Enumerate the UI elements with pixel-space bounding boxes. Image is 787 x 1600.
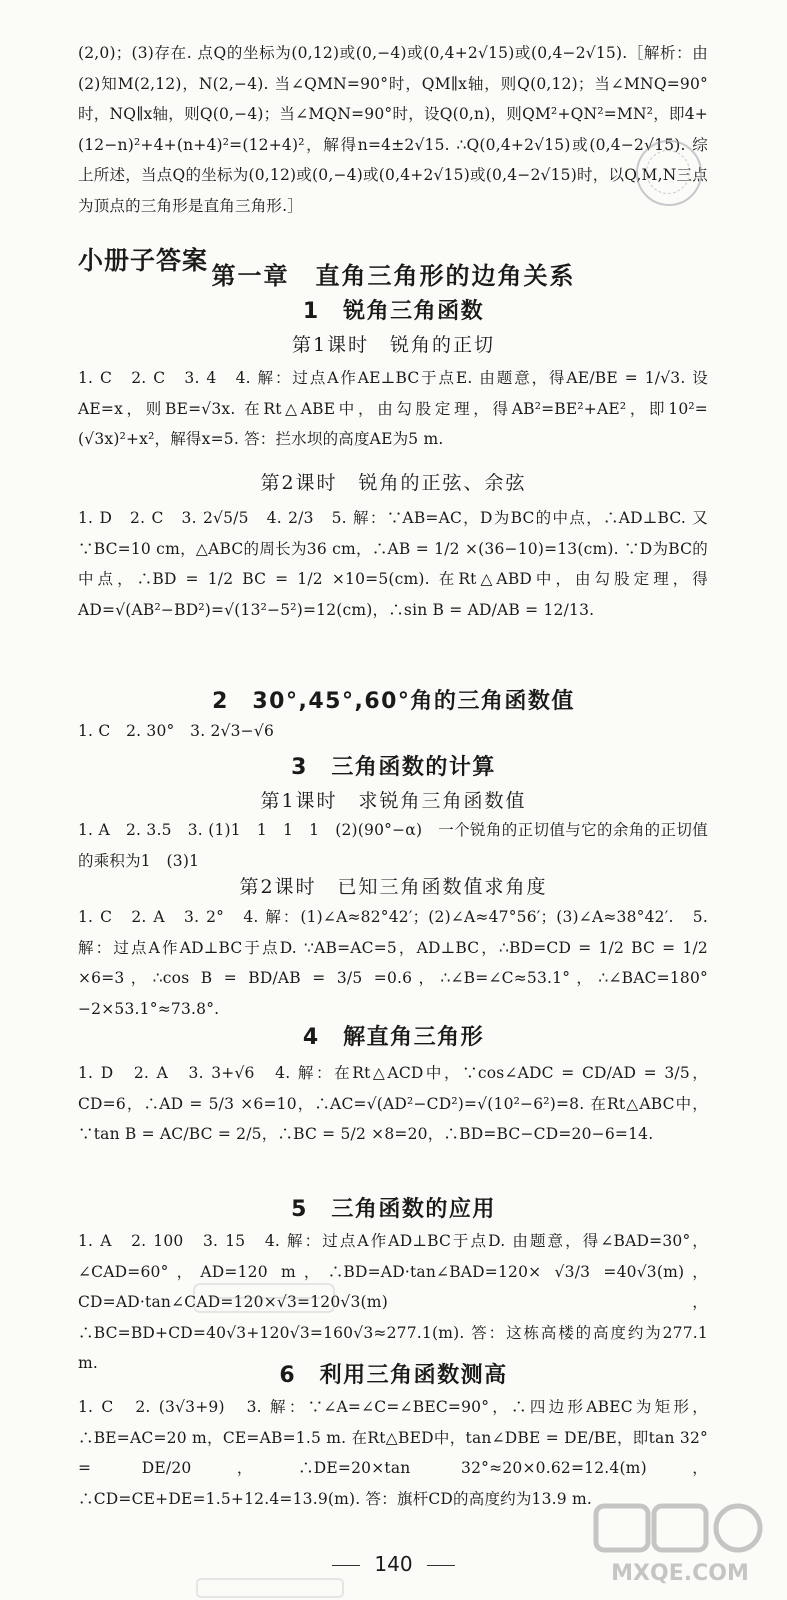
watermark-logo bbox=[590, 1500, 770, 1590]
lesson-title: 第1课时 锐角的正切 bbox=[291, 334, 496, 356]
answer-paragraph: 1. D 2. C 3. 2√5/5 4. 2/3 5. 解：∵AB=AC，D为BC的中点，∴AD⊥BC. 又∵BC=10 cm，△ABC的周长为36 cm，∴AB = 1/2 ×(36−10)=13(cm). ∵D为BC的中点，∴BD = 1/2 BC = 1/2 ×10=5(cm). 在Rt△ABD中，由勾股定理，得AD=√(AB²−BD²)=√(13²−5²)=12(cm)，∴sin B = AD/AB = 12/13. bbox=[78, 509, 708, 619]
lesson-title: 第2课时 已知三角函数值求角度 bbox=[239, 876, 548, 898]
section-title: 5 三角函数的应用 bbox=[291, 1197, 496, 1222]
section-title: 3 三角函数的计算 bbox=[291, 755, 496, 780]
answer-paragraph: 1. C 2. 30° 3. 2√3−√6 bbox=[78, 722, 275, 740]
answer-paragraph: 1. C 2. C 3. 4 4. 解：过点A作AE⊥BC于点E. 由题意，得AE/BE = 1/√3. 设AE=x，则BE=√3x. 在Rt△ABE中，由勾股定理，得AB²=BE²+AE²，即10²=(√3x)²+x²，解得x=5. 答：拦水坝的高度AE为5 m. bbox=[78, 369, 708, 448]
answer-paragraph: 1. A 2. 3.5 3. (1)1 1 1 1 (2)(90°−α) 一个锐角的正切值与它的余角的正切值的乘积为1 (3)1 bbox=[78, 821, 708, 870]
section-title: 6 利用三角函数测高 bbox=[279, 1363, 508, 1388]
answer-paragraph: 1. A 2. 100 3. 15 4. 解：过点A作AD⊥BC于点D. 由题意，得∠BAD=30°，∠CAD=60°，AD=120 m，∴BD=AD·tan∠BAD=120× √3/3 =40√3(m)，CD=AD·tan∠CAD=120×√3=120√3(m)，∴BC=BD+CD=40√3+120√3=160√3≈277.1(m). 答：这栋高楼的高度约为277.1 m. bbox=[78, 1232, 708, 1372]
answer-paragraph: 1. D 2. A 3. 3+√6 4. 解：在Rt△ACD中，∵cos∠ADC = CD/AD = 3/5，CD=6，∴AD = 5/3 ×6=10，∴AC=√(AD²−CD²)=√(10²−6²)=8. 在Rt△ABC中，∵tan B = AC/BC = 2/5，∴BC = 5/2 ×8=20，∴BD=BC−CD=20−6=14. bbox=[78, 1064, 708, 1143]
svg-text:MXQE.COM: MXQE.COM bbox=[611, 1561, 749, 1586]
page-number-text: 140 bbox=[374, 1552, 413, 1576]
section-title: 4 解直角三角形 bbox=[302, 1025, 485, 1050]
answer-paragraph: 1. C 2. A 3. 2° 4. 解：(1)∠A≈82°42′；(2)∠A≈47°56′；(3)∠A≈38°42′. 5. 解：过点A作AD⊥BC于点D. ∵AB=AC=5，AD⊥BC，∴BD=CD = 1/2 BC = 1/2 ×6=3，∴cos B = BD/AB = 3/5 =0.6，∴∠B=∠C≈53.1°，∴∠BAC=180°−2×53.1°≈73.8°. bbox=[78, 908, 708, 1018]
watermark-faint bbox=[190, 1278, 340, 1318]
booklet-heading: 小册子答案 bbox=[78, 246, 209, 275]
lesson-title: 第1课时 求锐角三角函数值 bbox=[260, 790, 527, 812]
answer-paragraph: 1. C 2. (3√3+9) 3. 解：∵∠A=∠C=∠BEC=90°，∴四边形ABEC为矩形，∴BE=AC=20 m，CE=AB=1.5 m. 在Rt△BED中，tan∠DBE = DE/BE，即tan 32° = DE/20，∴DE=20×tan 32°≈20×0.62=12.4(m)，∴CD=CE+DE=1.5+12.4=13.9(m). 答：旗杆CD的高度约为13.9 m. bbox=[78, 1398, 708, 1508]
intro-paragraph: (2,0)；(3)存在. 点Q的坐标为(0,12)或(0,−4)或(0,4+2√15)或(0,4−2√15).［解析：由(2)知M(2,12)，N(2,−4). 当∠QMN=90°时，QM∥x轴，则Q(0,12)；当∠MNQ=90°时，NQ∥x轴，则Q(0,−4)；当∠MQN=90°时，设Q(0,n)，则QM²+QN²=MN²，即4+(12−n)²+4+(n+4)²=(12+4)²，解得n=4±2√15. ∴Q(0,4+2√15)或(0,4−2√15). 综上所述，当点Q的坐标为(0,12)或(0,−4)或(0,4+2√15)或(0,4−2√15)时，以Q,M,N三点为顶点的三角形是直角三角形.］ bbox=[78, 44, 708, 215]
chapter-title: 第一章 直角三角形的边角关系 bbox=[211, 262, 576, 290]
stamp-watermark bbox=[636, 140, 702, 206]
section-title: 2 30°,45°,60°角的三角函数值 bbox=[212, 689, 575, 714]
watermark-bottom bbox=[195, 1575, 345, 1600]
section-title: 1 锐角三角函数 bbox=[302, 299, 485, 324]
lesson-title: 第2课时 锐角的正弦、余弦 bbox=[260, 472, 527, 494]
